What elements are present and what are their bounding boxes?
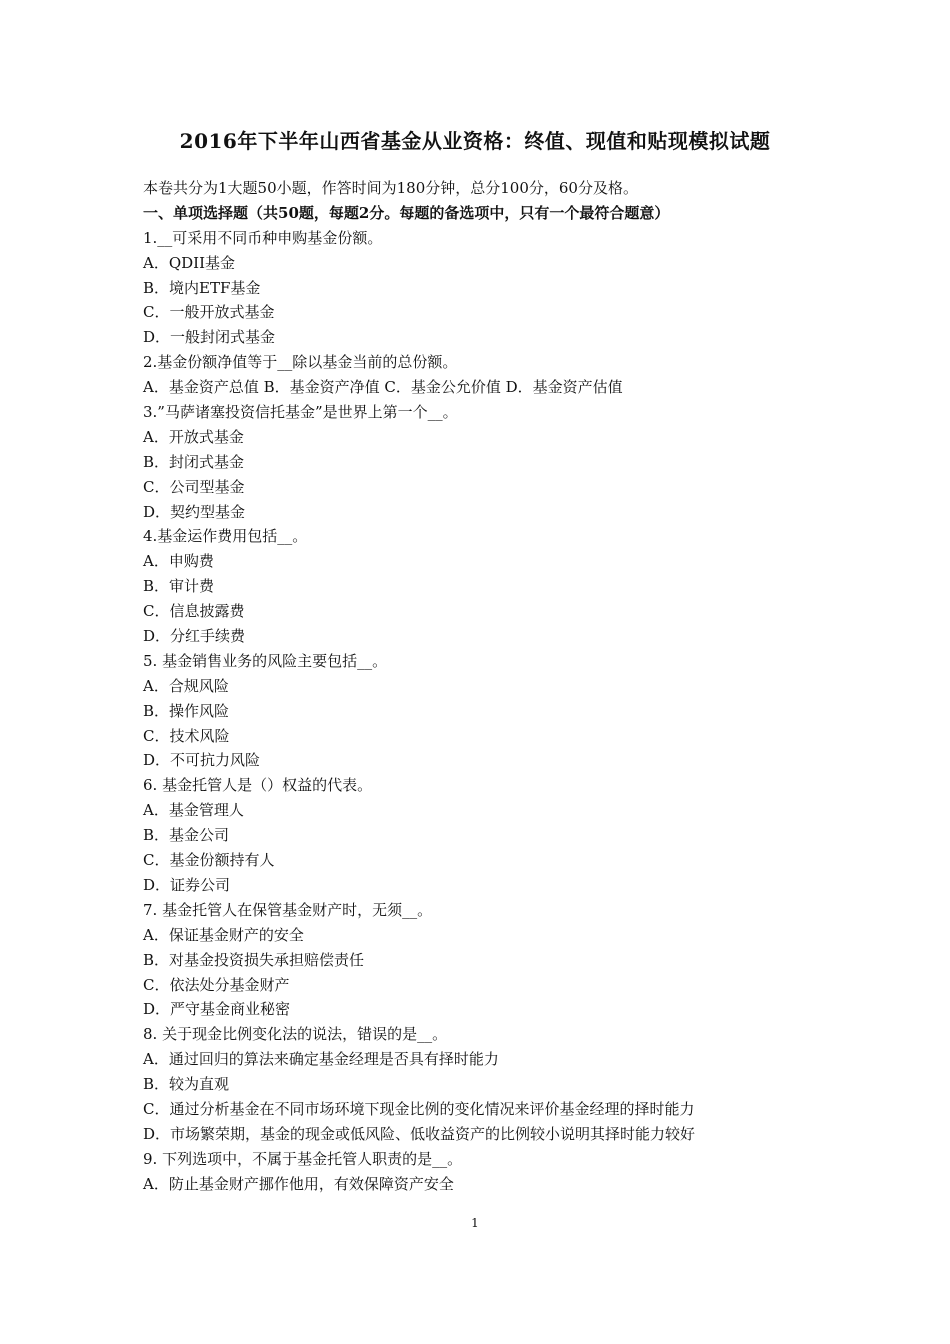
option-line: A．合规风险: [143, 676, 229, 695]
option-line: D．分红手续费: [143, 627, 246, 646]
option-line: A．通过回归的算法来确定基金经理是否具有择时能力: [143, 1050, 499, 1069]
question-line: 4.基金运作费用包括__。: [143, 527, 308, 546]
option-line: C．公司型基金: [143, 477, 245, 496]
option-line: A．申购费: [143, 552, 214, 571]
option-line: C．依法处分基金财产: [143, 975, 290, 994]
option-line: B．境内ETF基金: [143, 278, 261, 297]
option-line: A．防止基金财产挪作他用，有效保障资产安全: [143, 1174, 454, 1193]
question-line: 9. 下列选项中，不属于基金托管人职责的是__。: [143, 1149, 463, 1168]
question-line: 8. 关于现金比例变化法的说法，错误的是__。: [143, 1025, 448, 1044]
option-line: A．基金管理人: [143, 801, 244, 820]
option-line: C．技术风险: [143, 726, 230, 745]
option-line: D．一般封闭式基金: [143, 328, 276, 347]
question-line: 7. 基金托管人在保管基金财产时，无须__。: [143, 900, 433, 919]
option-line: C．信息披露费: [143, 602, 245, 621]
option-line: D．证券公司: [143, 875, 231, 894]
page-number: 1: [471, 1216, 479, 1230]
question-list: [143, 226, 823, 1197]
option-line: B．操作风险: [143, 701, 230, 720]
option-line: A．开放式基金: [143, 427, 244, 446]
option-line: B．基金公司: [143, 826, 230, 845]
question-line: 1.__可采用不同币种申购基金份额。: [143, 228, 383, 247]
option-line: C．通过分析基金在不同市场环境下现金比例的变化情况来评价基金经理的择时能力: [143, 1099, 695, 1118]
option-line: D．契约型基金: [143, 502, 246, 521]
question-line: 6. 基金托管人是（）权益的代表。: [143, 776, 373, 795]
option-line: C．基金份额持有人: [143, 851, 275, 870]
intro-text: 本卷共分为1大题50小题，作答时间为180分钟，总分100分，60分及格。: [143, 179, 638, 197]
question-line: 3.”马萨诸塞投资信托基金”是世界上第一个__。: [143, 403, 458, 422]
option-line: D．市场繁荣期，基金的现金或低风险、低收益资产的比例较小说明其择时能力较好: [143, 1124, 696, 1143]
option-line: D．不可抗力风险: [143, 751, 261, 770]
document-body: [143, 176, 823, 1197]
question-line: 5. 基金销售业务的风险主要包括__。: [143, 651, 388, 670]
option-line: C．一般开放式基金: [143, 303, 275, 322]
option-line: A．保证基金财产的安全: [143, 925, 304, 944]
option-line: D．严守基金商业秘密: [143, 1000, 291, 1019]
option-line: B．较为直观: [143, 1075, 230, 1094]
option-line: B．审计费: [143, 577, 215, 596]
question-line: 2.基金份额净值等于__除以基金当前的总份额。: [143, 353, 458, 372]
option-line: B．对基金投资损失承担赔偿责任: [143, 950, 365, 969]
option-line: A．QDII基金: [143, 253, 236, 272]
option-line: B．封闭式基金: [143, 452, 245, 471]
document-title: 2016年下半年山西省基金从业资格：终值、现值和贴现模拟试题: [179, 129, 771, 153]
section-heading: 一、单项选择题（共50题，每题2分。每题的备选项中，只有一个最符合题意）: [143, 203, 670, 222]
option-line: A．基金资产总值 B．基金资产净值 C．基金公允价值 D．基金资产估值: [143, 378, 623, 397]
